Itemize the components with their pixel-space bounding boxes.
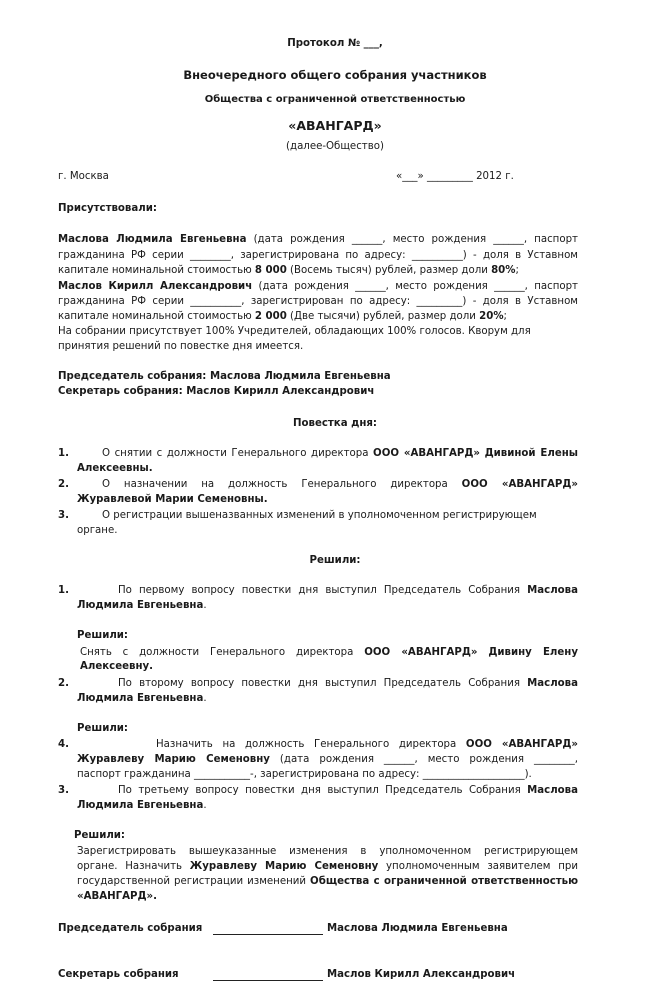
quorum-line-2: принятия решений по повестке дня имеется. bbox=[58, 341, 304, 352]
speaker-name: Маслова bbox=[527, 678, 578, 689]
resolution-3-line-2 bbox=[77, 861, 578, 872]
company-name: «АВАНГАРД» bbox=[288, 118, 382, 133]
org-name: ООО «АВАНГАРД» bbox=[364, 647, 478, 658]
question-number: 2. bbox=[58, 678, 69, 689]
agenda-item-number: 3. bbox=[58, 510, 69, 521]
director-name: Дивиной Елены bbox=[484, 448, 578, 459]
document-title: Внеочередного общего собрания участников bbox=[183, 68, 487, 82]
agenda-heading: Повестка дня: bbox=[292, 418, 378, 429]
agenda-item-number: 2. bbox=[58, 479, 69, 490]
participant-1-amount: 8 000 bbox=[254, 265, 287, 276]
participant-2-line-3 bbox=[58, 311, 507, 322]
participant-1-name: Маслова Людмила Евгеньевна bbox=[58, 234, 247, 245]
resolution-3-line-4: «АВАНГАРД». bbox=[77, 891, 158, 902]
meeting-date: «___» _________ 2012 г. bbox=[396, 171, 514, 182]
signature-chair-line bbox=[213, 934, 323, 935]
question-2-line-2 bbox=[77, 693, 207, 704]
share-text: (Восемь тысяч) рублей, размер доли bbox=[286, 265, 492, 276]
present-heading: Присутствовали: bbox=[58, 203, 157, 214]
resolution-text: Снять с должности Генерального директора bbox=[80, 647, 365, 658]
resolution-text: Назначить на должность Генерального директора bbox=[156, 739, 466, 750]
secretary-line bbox=[58, 386, 374, 397]
participant-1-line-3 bbox=[58, 265, 519, 276]
agenda-item-number: 1. bbox=[58, 448, 69, 459]
question-number: 3. bbox=[58, 785, 69, 796]
question-text: По третьему вопросу повестки дня выступил Председатель Собрания bbox=[118, 785, 528, 796]
signature-secretary-label: Секретарь собрания bbox=[58, 969, 179, 980]
resolution-1-line-2: Алексеевну. bbox=[80, 661, 154, 672]
capital-text: капитале номинальной стоимостью bbox=[58, 311, 255, 322]
semicolon: ; bbox=[503, 311, 507, 322]
chair-name: Маслова Людмила Евгеньевна bbox=[209, 371, 391, 382]
agenda-text: О снятии с должности Генерального директора bbox=[102, 448, 374, 459]
chair-label: Председатель собрания: bbox=[58, 371, 207, 382]
speaker-name: Людмила Евгеньевна bbox=[77, 600, 204, 611]
question-1-line-1 bbox=[118, 585, 578, 596]
decisions-heading: Решили: bbox=[309, 555, 361, 566]
resolution-2-line-2 bbox=[77, 754, 578, 765]
semicolon: ; bbox=[515, 265, 519, 276]
chair-line bbox=[58, 371, 391, 382]
resolution-text: уполномоченным заявителем при bbox=[378, 861, 578, 872]
resolution-1-line-1 bbox=[80, 647, 578, 658]
participant-1-line-1 bbox=[58, 234, 578, 245]
agenda-item-3-line-2: органе. bbox=[77, 525, 118, 536]
speaker-name: Маслова bbox=[527, 785, 578, 796]
org-name: ООО «АВАНГАРД» bbox=[461, 479, 578, 490]
secretary-label: Секретарь собрания: bbox=[58, 386, 183, 397]
speaker-name: Людмила Евгеньевна bbox=[77, 693, 204, 704]
question-1-line-2 bbox=[77, 600, 207, 611]
resolution-3-line-3 bbox=[77, 876, 578, 887]
question-3-line-1 bbox=[118, 785, 578, 796]
agenda-text: О назначении на должность Генерального директора bbox=[102, 479, 462, 490]
org-type: Общества с ограниченной ответственностью bbox=[310, 876, 578, 887]
resolution-3-label: Решили: bbox=[74, 830, 126, 841]
participant-2-amount: 2 000 bbox=[254, 311, 287, 322]
agenda-item-1-line-1 bbox=[102, 448, 578, 459]
company-alias: (далее-Общество) bbox=[286, 141, 384, 152]
org-name: ООО «АВАНГАРД» bbox=[373, 448, 481, 459]
share-text: (Две тысячи) рублей, размер доли bbox=[286, 311, 480, 322]
signature-secretary-name: Маслов Кирилл Александрович bbox=[327, 969, 516, 980]
signature-secretary-line bbox=[213, 980, 323, 981]
agenda-item-2-line-2: Журавлевой Марии Семеновны. bbox=[77, 494, 268, 505]
agenda-item-1-line-2: Алексеевны. bbox=[77, 463, 153, 474]
resolution-2-line-3: паспорт гражданина ___________-, зарегистрирована по адресу: ____________________). bbox=[77, 769, 532, 780]
signature-chair-name: Маслова Людмила Евгеньевна bbox=[327, 923, 508, 934]
director-name: Дивину Елену bbox=[488, 647, 578, 658]
question-number: 1. bbox=[58, 585, 69, 596]
director-name: Журавлеву Марию Семеновну bbox=[77, 754, 270, 765]
resolution-number: 4. bbox=[58, 739, 69, 750]
participant-2-share: 20% bbox=[479, 311, 504, 322]
participant-1-details: (дата рождения ______, место рождения ______, паспорт bbox=[253, 234, 578, 245]
city: г. Москва bbox=[58, 171, 109, 182]
period: . bbox=[203, 600, 207, 611]
question-text: По первому вопросу повестки дня выступил Председатель Собрания bbox=[118, 585, 528, 596]
resolution-text: органе. Назначить bbox=[77, 861, 190, 872]
question-3-line-2 bbox=[77, 800, 207, 811]
resolution-details: (дата рождения ______, место рождения ________, bbox=[279, 754, 578, 765]
participant-2-line-1 bbox=[58, 281, 578, 292]
signature-chair-label: Председатель собрания bbox=[58, 923, 203, 934]
capital-text: капитале номинальной стоимостью bbox=[58, 265, 255, 276]
participant-2-details: (дата рождения ______, место рождения ______, паспорт bbox=[258, 281, 578, 292]
resolution-1-label: Решили: bbox=[77, 630, 129, 641]
participant-2-line-2: гражданина РФ серии __________, зарегистрирован по адресу: _________) - доля в Уставном bbox=[58, 296, 578, 307]
resolution-2-label: Решили: bbox=[77, 723, 129, 734]
secretary-name: Маслов Кирилл Александрович bbox=[186, 386, 375, 397]
document-subtitle: Общества с ограниченной ответственностью bbox=[204, 94, 466, 105]
org-name: ООО «АВАНГАРД» bbox=[465, 739, 579, 750]
question-2-line-1 bbox=[118, 678, 578, 689]
question-text: По второму вопросу повестки дня выступил Председатель Собрания bbox=[118, 678, 528, 689]
protocol-number: Протокол № ___, bbox=[287, 38, 383, 49]
participant-2-name: Маслов Кирилл Александрович bbox=[58, 281, 253, 292]
period: . bbox=[203, 693, 207, 704]
resolution-2-line-1 bbox=[156, 739, 578, 750]
resolution-text: государственной регистрации изменений bbox=[77, 876, 311, 887]
agenda-item-3-line-1: О регистрации вышеназванных изменений в уполномоченном регистрирующем bbox=[102, 510, 537, 521]
speaker-name: Маслова bbox=[527, 585, 578, 596]
period: . bbox=[203, 800, 207, 811]
agenda-item-2-line-1 bbox=[102, 479, 578, 490]
speaker-name: Людмила Евгеньевна bbox=[77, 800, 204, 811]
participant-1-line-2: гражданина РФ серии ________, зарегистрирована по адресу: __________) - доля в Уставном bbox=[58, 250, 578, 261]
applicant-name: Журавлеву Марию Семеновну bbox=[189, 861, 379, 872]
quorum-line-1: На собрании присутствует 100% Учредителей, обладающих 100% голосов. Кворум для bbox=[58, 326, 531, 337]
participant-1-share: 80% bbox=[491, 265, 516, 276]
resolution-3-line-1: Зарегистрировать вышеуказанные изменения в уполномоченном регистрирующем bbox=[77, 846, 578, 857]
